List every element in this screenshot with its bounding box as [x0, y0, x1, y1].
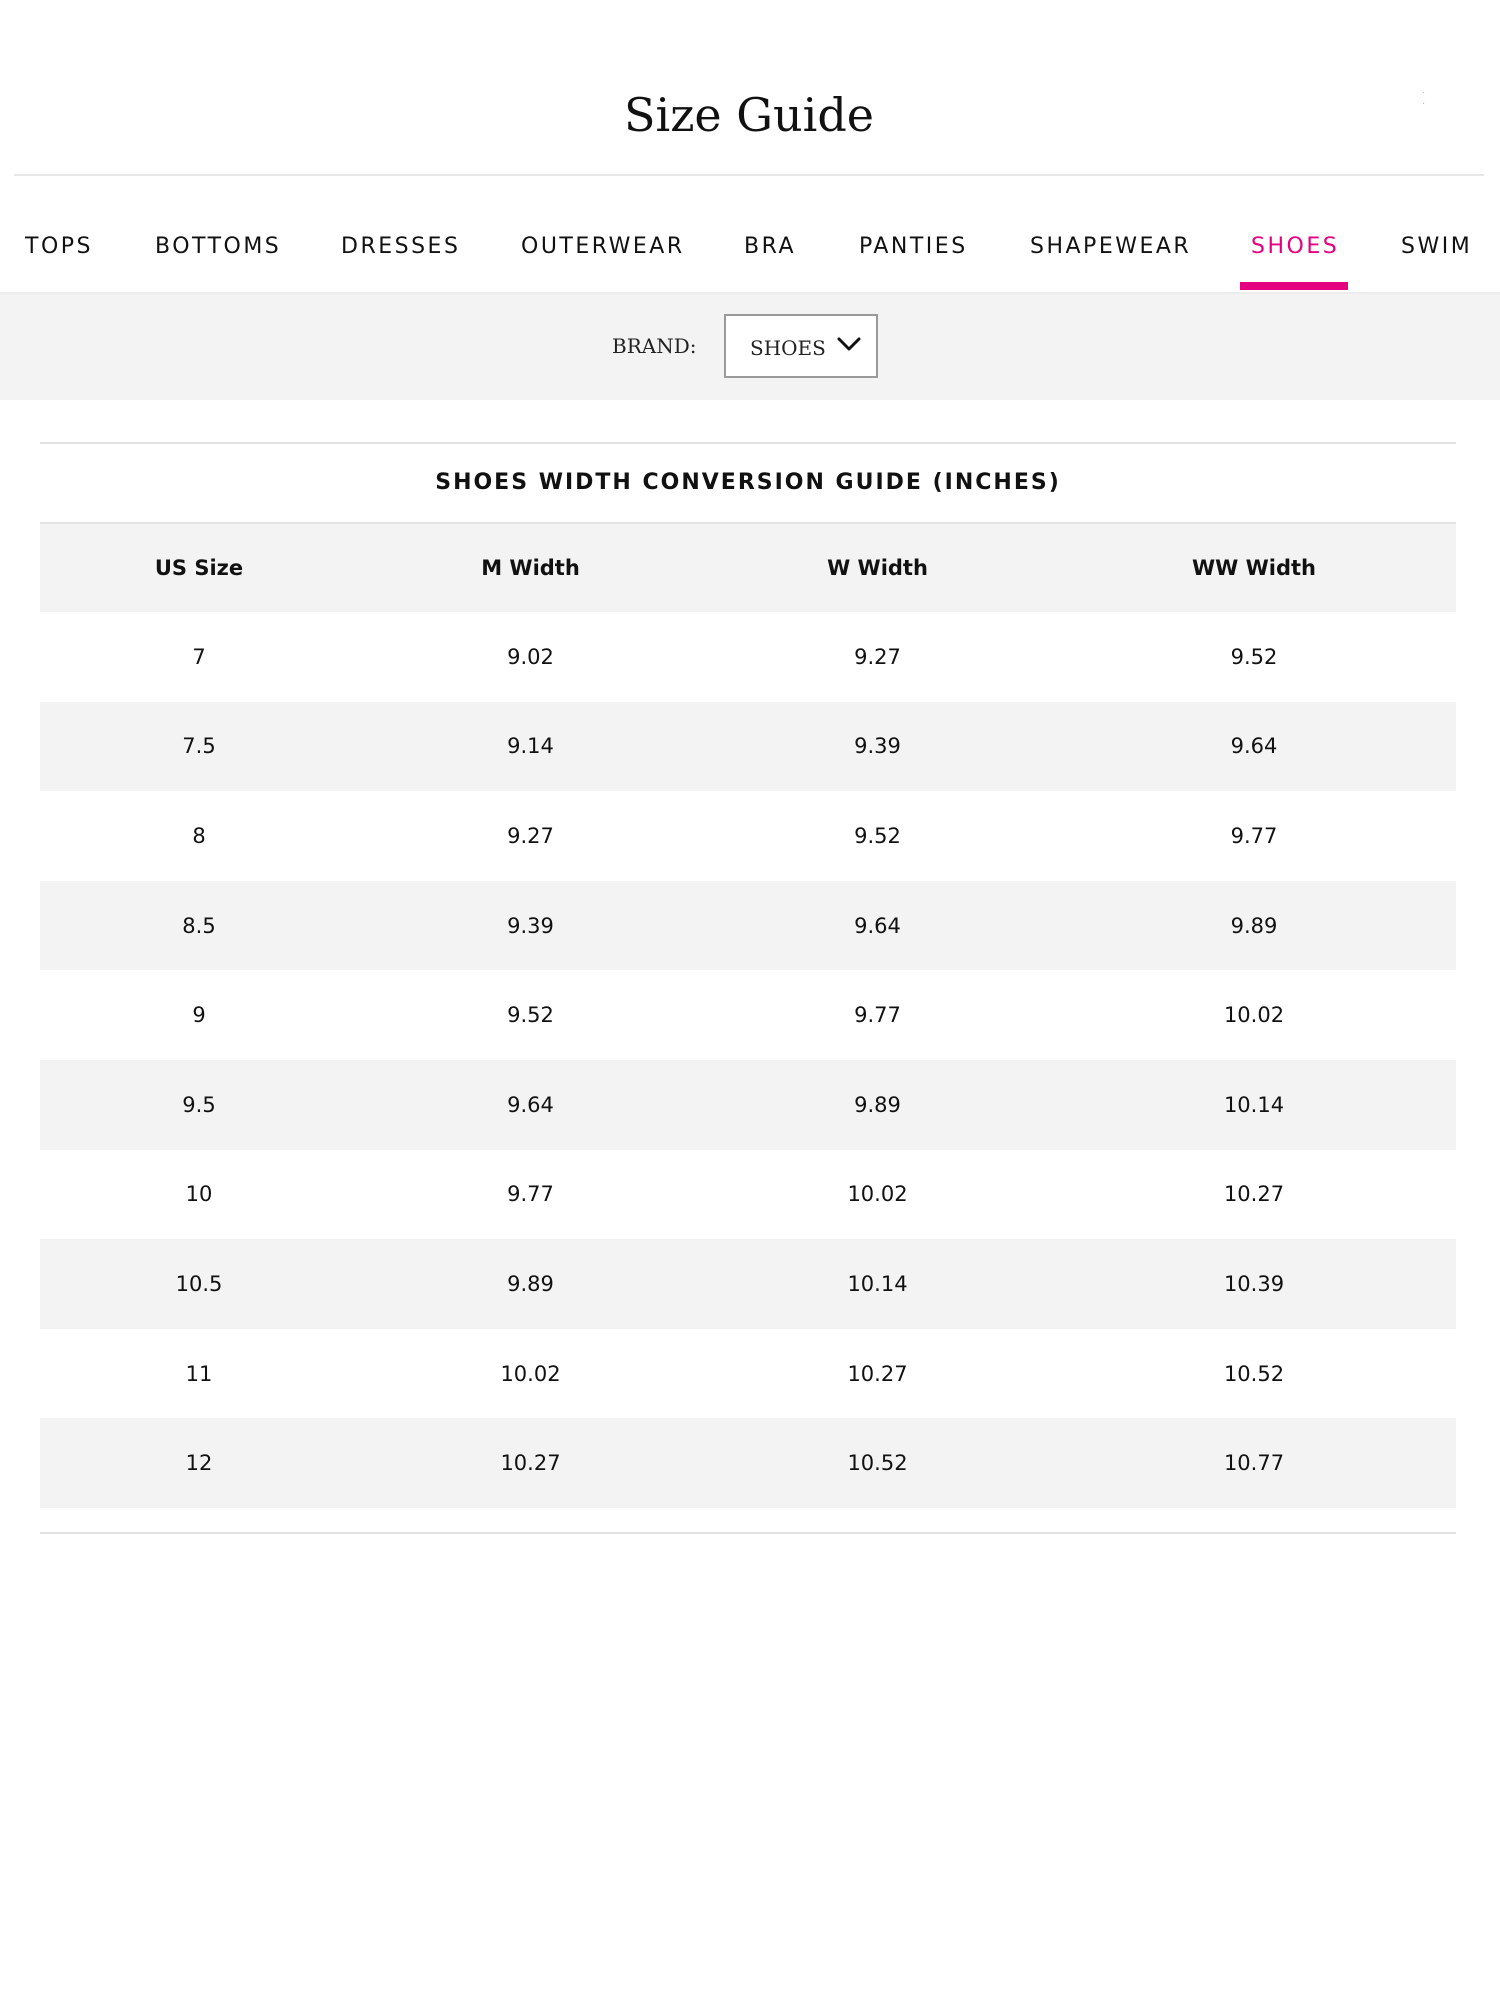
table-cell: 9.52	[854, 823, 901, 848]
tab-shoes[interactable]: SHOES	[1251, 234, 1340, 259]
table-row	[40, 970, 1456, 1060]
column-header: W Width	[703, 524, 1052, 612]
table-cell: 9.27	[507, 823, 554, 848]
table-row	[40, 1150, 1456, 1240]
table-cell: 9.77	[854, 1003, 901, 1028]
table-row	[40, 612, 1456, 702]
table-cell: 9.39	[358, 881, 703, 971]
table-body	[40, 612, 1456, 1508]
table-cell: 10.02	[847, 1182, 908, 1207]
table-cell: 9.77	[507, 1182, 554, 1207]
table-cell: 10.02	[1223, 1003, 1285, 1028]
column-header: M Width	[358, 524, 703, 612]
table-cell: 10.39	[1052, 1239, 1456, 1329]
table-cell: 10.14	[1052, 1060, 1456, 1150]
table-cell: 10.27	[358, 1418, 703, 1508]
table-cell: 9.77	[1230, 823, 1278, 848]
table-cell: 7	[192, 644, 206, 669]
brand-select[interactable]	[724, 314, 878, 378]
table-cell: 9.52	[1230, 644, 1278, 669]
table-cell: 10.52	[703, 1418, 1052, 1508]
table-cell: 9.52	[507, 1003, 554, 1028]
category-tabs	[0, 176, 1500, 292]
table-row	[40, 702, 1456, 792]
table-row	[40, 1329, 1456, 1419]
table-cell: 9.89	[1052, 881, 1456, 971]
table-cell: 10.27	[847, 1361, 908, 1386]
table-row	[40, 1060, 1456, 1150]
table-row	[40, 881, 1456, 971]
table-cell: 11	[185, 1361, 213, 1386]
table-cell: 9.14	[358, 702, 703, 792]
active-tab-indicator	[1240, 282, 1348, 290]
brand-filter-bar	[0, 292, 1500, 400]
brand-label: BRAND:	[612, 334, 697, 358]
table-row	[40, 791, 1456, 881]
table-row	[40, 1418, 1456, 1508]
divider	[40, 1532, 1456, 1534]
table-row	[40, 1239, 1456, 1329]
table-cell: 9	[192, 1003, 206, 1028]
guide-title: SHOES WIDTH CONVERSION GUIDE (INCHES)	[40, 444, 1456, 524]
tab-tops[interactable]: TOPS	[25, 234, 93, 259]
modal-header	[14, 0, 1484, 176]
table-cell: 8.5	[40, 881, 358, 971]
tab-dresses[interactable]: DRESSES	[341, 234, 461, 259]
table-cell: 9.27	[854, 644, 901, 669]
close-icon[interactable]: · ·	[1422, 88, 1432, 110]
table-cell: 10	[185, 1182, 213, 1207]
table-cell: 10.14	[703, 1239, 1052, 1329]
tab-bra[interactable]: BRA	[744, 234, 797, 259]
table-cell: 9.64	[358, 1060, 703, 1150]
tab-swim[interactable]: SWIM	[1401, 234, 1473, 259]
table-cell: 9.64	[1052, 702, 1456, 792]
table-cell: 9.64	[703, 881, 1052, 971]
table-cell: 10.52	[1223, 1361, 1285, 1386]
table-cell: 8	[192, 823, 206, 848]
table-cell: 9.89	[703, 1060, 1052, 1150]
tab-outerwear[interactable]: OUTERWEAR	[521, 234, 685, 259]
page-title: Size Guide	[623, 88, 875, 142]
tab-shapewear[interactable]: SHAPEWEAR	[1030, 234, 1192, 259]
table-cell: 9.5	[40, 1060, 358, 1150]
column-header: US Size	[40, 524, 358, 612]
chevron-down-icon	[836, 334, 862, 354]
table-cell: 10.27	[1223, 1182, 1285, 1207]
table-header-row	[40, 524, 1456, 612]
tab-bottoms[interactable]: BOTTOMS	[155, 234, 282, 259]
column-header: WW Width	[1052, 524, 1456, 612]
brand-select-value: SHOES	[750, 336, 826, 360]
table-cell: 9.39	[703, 702, 1052, 792]
table-cell: 9.02	[507, 644, 554, 669]
size-guide-section	[40, 442, 1456, 1534]
table-cell: 12	[40, 1418, 358, 1508]
table-cell: 9.89	[358, 1239, 703, 1329]
table-cell: 10.5	[40, 1239, 358, 1329]
size-table	[40, 524, 1456, 1508]
table-cell: 10.77	[1052, 1418, 1456, 1508]
table-cell: 10.02	[500, 1361, 561, 1386]
tab-panties[interactable]: PANTIES	[859, 234, 968, 259]
table-cell: 7.5	[40, 702, 358, 792]
